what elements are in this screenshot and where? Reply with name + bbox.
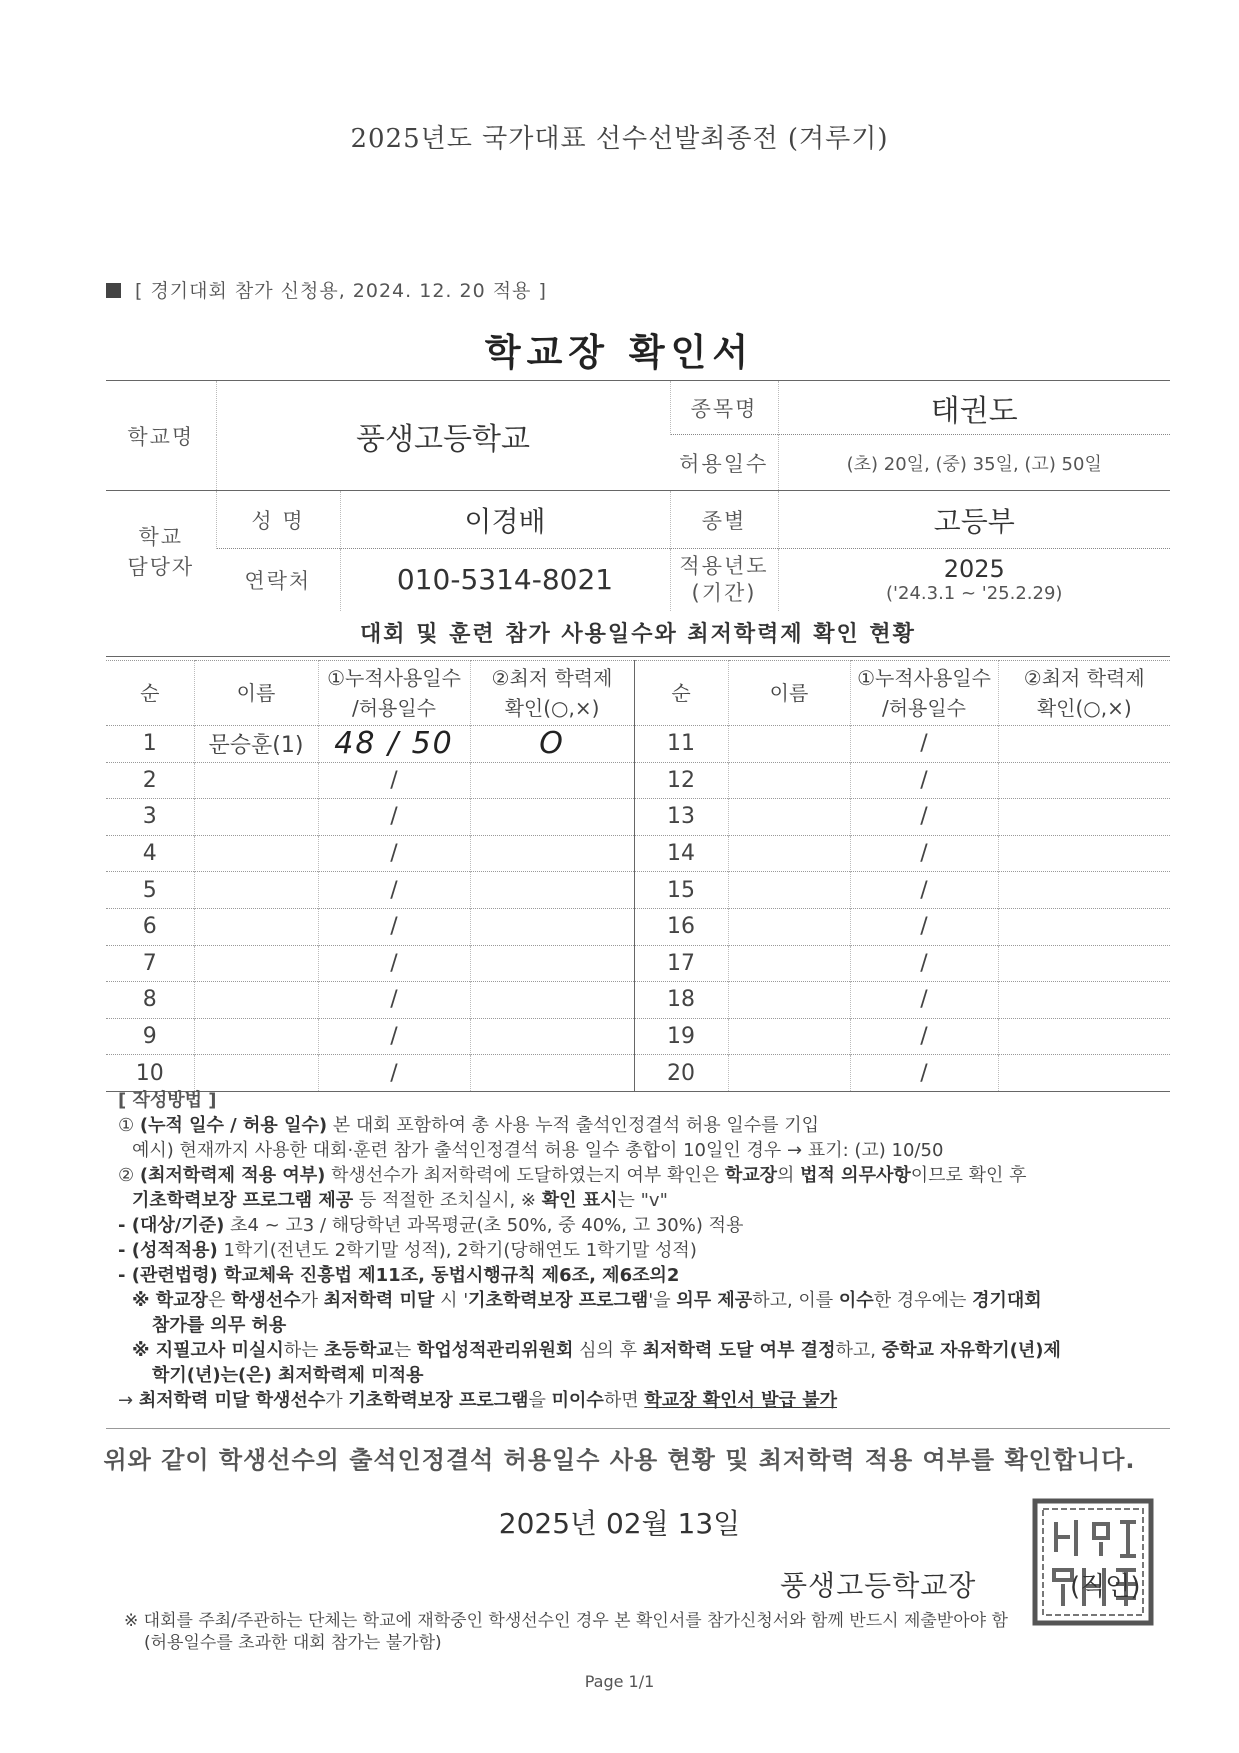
name-cell [194, 1055, 318, 1092]
l4-t2: 는 "v" [617, 1190, 668, 1211]
min-check-cell-right [998, 982, 1170, 1019]
roster-body [106, 726, 1170, 1092]
how-to-title: [ 작성방법 ] [118, 1090, 217, 1111]
school-label: 학교명 [106, 381, 216, 491]
min-check-cell-right [998, 945, 1170, 982]
l10-bold2: 초등학교 [324, 1340, 394, 1361]
no-cell-text: 4 [142, 841, 157, 867]
table-row [106, 945, 1170, 982]
name-cell [194, 945, 318, 982]
min-check-cell-text: O [539, 726, 565, 762]
name-cell-right [728, 872, 850, 909]
no-cell-right [634, 1018, 728, 1055]
days-cell-right-text: / [920, 841, 928, 867]
no-cell-right [634, 799, 728, 836]
l8-t5: 하고, 이를 [752, 1290, 839, 1311]
year-cell [778, 549, 1170, 611]
days-cell-right-text: / [920, 1024, 928, 1050]
how-to-line-7 [118, 1263, 1178, 1288]
name-cell [194, 872, 318, 909]
sport-value: 태권도 [778, 381, 1170, 435]
no-cell [106, 835, 194, 872]
days-cell-right-text: / [920, 987, 928, 1013]
days-cell-text: / [390, 914, 398, 940]
name-cell [194, 726, 318, 763]
days-cell-text: 48 / 50 [334, 726, 454, 762]
no-cell-right-text: 12 [667, 767, 695, 793]
l12-t2: 가 [325, 1390, 349, 1411]
no-cell [106, 872, 194, 909]
no-cell-right-text: 19 [667, 1024, 695, 1050]
days-cell [318, 945, 470, 982]
l3-bold1: (최저학력제 적용 여부) [139, 1165, 326, 1186]
how-to-line-1 [118, 1113, 1178, 1138]
no-cell [106, 1018, 194, 1055]
l3-t1: 학생선수가 최저학력에 도달하였는지 여부 확인은 [325, 1165, 725, 1186]
no-cell-text: 7 [142, 950, 157, 976]
no-cell-right [634, 762, 728, 799]
how-to-line-6 [118, 1238, 1178, 1263]
year-label [670, 549, 778, 611]
days-cell-right [850, 1055, 998, 1092]
table-row [106, 1018, 1170, 1055]
division-label: 종별 [670, 491, 778, 549]
no-cell [106, 762, 194, 799]
confirm-divider [106, 1428, 1170, 1429]
no-cell-text: 2 [142, 767, 157, 793]
sport-label: 종목명 [670, 381, 778, 435]
no-cell-right [634, 1055, 728, 1092]
no-cell-text: 5 [142, 877, 157, 903]
min-check-cell [470, 1018, 634, 1055]
header-no-right: 순 [634, 661, 728, 726]
issue-date: 2025년 02월 13일 [498, 1507, 741, 1540]
name-cell [194, 762, 318, 799]
l4-bold1: 기초학력보장 프로그램 제공 [132, 1190, 354, 1211]
l8-bold7: 경기대회 [972, 1290, 1042, 1311]
min-check-cell [470, 835, 634, 872]
event-title: 2025년도 국가대표 선수선발최종전 (겨루기) [350, 124, 889, 154]
min-check-cell [470, 982, 634, 1019]
days-cell [318, 982, 470, 1019]
table-row [106, 982, 1170, 1019]
l8-t1: 은 [207, 1290, 232, 1311]
l12-bold4: 학교장 확인서 발급 불가 [644, 1390, 837, 1411]
info-table [106, 380, 1170, 611]
days-cell [318, 835, 470, 872]
header-min-right [998, 661, 1170, 726]
header-days-right [850, 661, 998, 726]
l10-bold1: ※ 지필고사 미실시 [132, 1340, 284, 1361]
name-cell [194, 908, 318, 945]
days-cell-text: / [390, 1060, 398, 1086]
l8-bold6: 이수 [838, 1290, 874, 1311]
contact-label: 연락처 [216, 549, 340, 611]
days-cell-right [850, 726, 998, 763]
no-cell-text: 3 [142, 804, 157, 830]
year-value: 2025 [943, 555, 1005, 584]
roster-table [106, 660, 1170, 1092]
min-check-cell-right [998, 908, 1170, 945]
header-days-right-line2: /허용일수 [881, 696, 967, 720]
l10-bold3: 학업성적관리위원회 [416, 1340, 574, 1361]
days-cell-text: / [390, 804, 398, 830]
name-cell-text: 문승훈(1) [208, 733, 304, 759]
days-cell [318, 872, 470, 909]
name-cell-right [728, 726, 850, 763]
l6-rest: 1학기(전년도 2학기말 성적), 2학기(당해연도 1학기말 성적) [217, 1240, 697, 1261]
header-days-right-line1: ①누적사용일수 [857, 666, 991, 690]
days-cell-right [850, 835, 998, 872]
name-cell [194, 982, 318, 1019]
l8-bold1: ※ 학교장 [132, 1290, 208, 1311]
min-check-cell [470, 1055, 634, 1092]
days-cell-right [850, 872, 998, 909]
days-cell-right-text: / [920, 877, 928, 903]
l11-bold: 학기(년)는(은) 최저학력제 미적용 [152, 1365, 424, 1386]
days-cell-right [850, 799, 998, 836]
how-to-line-4 [118, 1188, 1178, 1213]
min-check-cell-right [998, 1055, 1170, 1092]
confirm-statement: 위와 같이 학생선수의 출석인정결석 허용일수 사용 현황 및 최저학력 적용 여부를 확인합니다. [103, 1446, 1136, 1474]
no-cell-right-text: 14 [667, 841, 695, 867]
days-cell-right-text: / [920, 804, 928, 830]
name-cell-right [728, 945, 850, 982]
l10-bold4: 최저학력 도달 여부 결정 [642, 1340, 836, 1361]
official-seal-icon [1032, 1498, 1154, 1626]
l3-bold3: 법적 의무사항 [800, 1165, 911, 1186]
no-cell-right-text: 11 [667, 731, 695, 757]
min-check-cell-right [998, 835, 1170, 872]
days-cell [318, 908, 470, 945]
no-cell-right [634, 945, 728, 982]
l12-bold1: 최저학력 미달 학생선수 [138, 1390, 326, 1411]
year-label-line1: 적용년도 [679, 553, 769, 578]
l3-t2: 의 [777, 1165, 801, 1186]
days-cell-right-text: / [920, 950, 928, 976]
no-cell [106, 908, 194, 945]
min-check-cell [470, 945, 634, 982]
days-cell [318, 762, 470, 799]
no-cell-right [634, 835, 728, 872]
seal-label: (직인) [1070, 1572, 1141, 1602]
l5-bold: - (대상/기준) [118, 1215, 225, 1236]
table-row [106, 799, 1170, 836]
l1-bold: (누적 일수 / 허용 일수) [139, 1115, 328, 1136]
min-check-cell-right [998, 1018, 1170, 1055]
header-no: 순 [106, 661, 194, 726]
how-to-line-5 [118, 1213, 1178, 1238]
l4-t1: 등 적절한 조치실시, ※ [353, 1190, 542, 1211]
how-to-line-11 [118, 1363, 1178, 1388]
header-min [470, 661, 634, 726]
no-cell-text: 6 [142, 914, 157, 940]
name-value: 이경배 [340, 491, 670, 549]
l5-rest: 초4 ~ 고3 / 해당학년 과목평균(초 50%, 중 40%, 고 30%) 적용 [224, 1215, 744, 1236]
l8-t4: '을 [648, 1290, 677, 1311]
days-cell-right-text: / [920, 767, 928, 793]
how-to-line-9 [118, 1313, 1178, 1338]
section-title: 대회 및 훈련 참가 사용일수와 최저학력제 확인 현황 [360, 622, 916, 647]
min-check-cell [470, 908, 634, 945]
days-cell-right [850, 762, 998, 799]
name-cell-right [728, 799, 850, 836]
table-row [106, 872, 1170, 909]
days-cell-text: / [390, 767, 398, 793]
footnote-line-2: (허용일수를 초과한 대회 참가는 불가함) [144, 1633, 442, 1653]
name-cell-right [728, 908, 850, 945]
staff-label-line2: 담당자 [127, 554, 195, 579]
no-cell-text: 9 [142, 1024, 157, 1050]
l8-t6: 한 경우에는 [873, 1290, 973, 1311]
l6-bold: - (성적적용) [118, 1240, 218, 1261]
l3-bold2: 학교장 [724, 1165, 778, 1186]
min-check-cell-right [998, 726, 1170, 763]
no-cell [106, 726, 194, 763]
allowed-days-label: 허용일수 [670, 435, 778, 491]
staff-label-line1: 학교 [138, 524, 184, 549]
header-min-line2: 확인(○,×) [504, 696, 600, 720]
min-check-cell-right [998, 762, 1170, 799]
days-cell-text: / [390, 950, 398, 976]
division-value: 고등부 [778, 491, 1170, 549]
l8-t3: 시 ' [434, 1290, 469, 1311]
header-days-line1: ①누적사용일수 [327, 666, 461, 690]
days-cell-text: / [390, 877, 398, 903]
square-bullet-icon [106, 283, 121, 298]
no-cell-text: 8 [142, 987, 157, 1013]
l12-t3: 을 [528, 1390, 552, 1411]
no-cell [106, 945, 194, 982]
min-check-cell [470, 872, 634, 909]
header-min-right-line2: 확인(○,×) [1036, 696, 1132, 720]
principal-name: 풍생고등학교장 [780, 1569, 977, 1602]
no-cell-right-text: 17 [667, 950, 695, 976]
header-days [318, 661, 470, 726]
name-cell-right [728, 982, 850, 1019]
school-value: 풍생고등학교 [216, 381, 670, 491]
no-cell-right-text: 18 [667, 987, 695, 1013]
header-name: 이름 [194, 661, 318, 726]
l12-bold3: 미이수 [551, 1390, 604, 1411]
l7-bold: - (관련법령) 학교체육 진흥법 제11조, 동법시행규칙 제6조, 제6조의2 [118, 1265, 680, 1286]
l12-t4: 하면 [603, 1390, 645, 1411]
no-cell-right [634, 726, 728, 763]
how-to-section [118, 1088, 1178, 1413]
days-cell-right [850, 908, 998, 945]
l4-bold2: 확인 표시 [541, 1190, 618, 1211]
name-cell-right [728, 1055, 850, 1092]
footnote [124, 1610, 1184, 1654]
days-cell-right-text: / [920, 914, 928, 940]
l8-bold3: 최저학력 미달 [323, 1290, 435, 1311]
section-divider [106, 656, 1170, 657]
min-check-cell [470, 799, 634, 836]
footnote-line-1: ※ 대회를 주최/주관하는 단체는 학교에 재학중인 학생선수인 경우 본 확인서를 참가신청서와 함께 반드시 제출받아야 함 [124, 1611, 1008, 1631]
l10-t3: 심의 후 [573, 1340, 643, 1361]
l8-bold2: 학생선수 [231, 1290, 301, 1311]
l3-t3: 이므로 확인 후 [910, 1165, 1027, 1186]
name-cell-right [728, 762, 850, 799]
contact-value: 010-5314-8021 [340, 549, 670, 611]
days-cell-text: / [390, 1024, 398, 1050]
min-check-cell [470, 762, 634, 799]
no-cell-right [634, 872, 728, 909]
no-cell-right [634, 982, 728, 1019]
min-check-cell-right [998, 872, 1170, 909]
no-cell-text: 10 [135, 1060, 164, 1086]
name-cell-right [728, 1018, 850, 1055]
header-min-line1: ②최저 학력제 [491, 666, 613, 690]
period-value: ('24.3.1 ~ '25.2.29) [886, 583, 1063, 605]
table-row [106, 726, 1170, 763]
header-min-right-line1: ②최저 학력제 [1023, 666, 1145, 690]
no-cell [106, 799, 194, 836]
header-name-right: 이름 [728, 661, 850, 726]
l10-t2: 는 [393, 1340, 417, 1361]
no-cell-right-text: 13 [667, 804, 695, 830]
how-to-line-10 [118, 1338, 1178, 1363]
days-cell [318, 799, 470, 836]
allowed-days-value: (초) 20일, (중) 35일, (고) 50일 [778, 435, 1170, 491]
no-cell [106, 982, 194, 1019]
how-to-line-8 [118, 1288, 1178, 1313]
l8-bold5: 의무 제공 [676, 1290, 753, 1311]
how-to-line-12 [118, 1388, 1178, 1413]
page-number: Page 1/1 [584, 1672, 655, 1691]
days-cell-right [850, 1018, 998, 1055]
name-cell-right [728, 835, 850, 872]
l12-t1: → [118, 1390, 139, 1411]
no-cell-right [634, 908, 728, 945]
no-cell-right-text: 20 [667, 1060, 695, 1086]
l10-bold5: 중학교 자유학기(년)제 [881, 1340, 1061, 1361]
how-to-line-2: 예시) 현재까지 사용한 대회·훈련 참가 출석인정결석 허용 일수 총합이 10일인 경우 → 표기: (고) 10/50 [132, 1140, 944, 1161]
l12-bold2: 기초학력보장 프로그램 [348, 1390, 529, 1411]
name-label: 성 명 [216, 491, 340, 549]
min-check-cell [470, 726, 634, 763]
notice-text: [ 경기대회 참가 신청용, 2024. 12. 20 적용 ] [135, 280, 547, 302]
no-cell [106, 1055, 194, 1092]
num-2: ② [118, 1165, 135, 1186]
l8-bold4: 기초학력보장 프로그램 [468, 1290, 649, 1311]
year-label-line2: (기간) [691, 580, 757, 605]
days-cell [318, 1055, 470, 1092]
min-check-cell-right [998, 799, 1170, 836]
days-cell [318, 726, 470, 763]
days-cell [318, 1018, 470, 1055]
l8-t2: 가 [300, 1290, 324, 1311]
name-cell [194, 835, 318, 872]
no-cell-text: 1 [142, 731, 157, 757]
document-title: 학교장 확인서 [484, 331, 755, 374]
l1-rest: 본 대회 포함하여 총 사용 누적 출석인정결석 허용 일수를 기입 [327, 1115, 819, 1136]
header-days-line2: /허용일수 [351, 696, 437, 720]
table-row [106, 908, 1170, 945]
days-cell-right-text: / [920, 731, 928, 757]
staff-label [106, 491, 216, 611]
table-row [106, 835, 1170, 872]
notice-line [106, 276, 547, 303]
l9-bold: 참가를 의무 허용 [152, 1315, 287, 1336]
no-cell-right-text: 16 [667, 914, 695, 940]
days-cell-right [850, 982, 998, 1019]
name-cell [194, 1018, 318, 1055]
no-cell-right-text: 15 [667, 877, 695, 903]
table-row [106, 1055, 1170, 1092]
l10-t4: 하고, [835, 1340, 882, 1361]
num-1: ① [118, 1115, 135, 1136]
l10-t1: 하는 [283, 1340, 325, 1361]
days-cell-right-text: / [920, 1060, 928, 1086]
days-cell-text: / [390, 987, 398, 1013]
name-cell [194, 799, 318, 836]
how-to-line-3 [118, 1163, 1178, 1188]
days-cell-right [850, 945, 998, 982]
days-cell-text: / [390, 841, 398, 867]
table-row [106, 762, 1170, 799]
